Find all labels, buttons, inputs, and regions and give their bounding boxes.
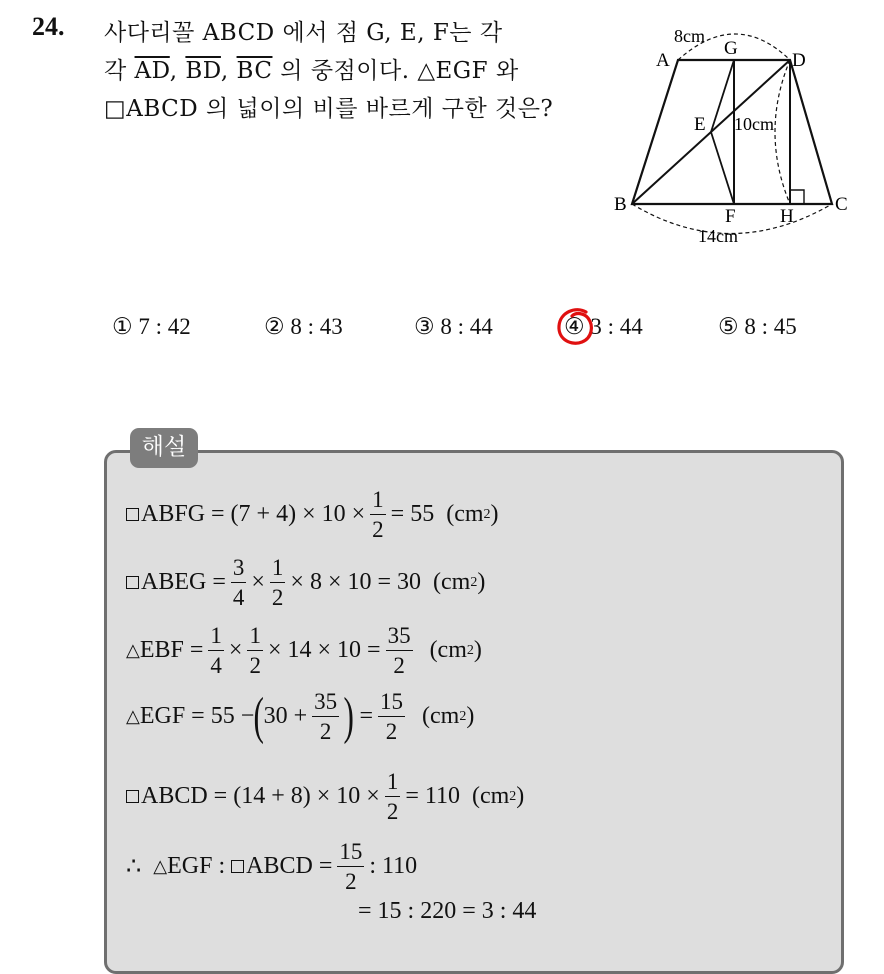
- denominator: 4: [210, 653, 222, 678]
- choice-5[interactable]: [718, 314, 797, 340]
- fraction: [378, 690, 405, 743]
- numerator: 1: [247, 624, 263, 651]
- denominator: 2: [249, 653, 261, 678]
- exponent: 2: [509, 788, 517, 804]
- right-angle-mark: [790, 190, 804, 204]
- eq-text: EGF :: [167, 853, 226, 879]
- exponent: 2: [466, 642, 474, 658]
- paren: ): [477, 569, 486, 595]
- segment-ef: [711, 132, 734, 204]
- eq-text: ABCD = (14 + 8) × 10 ×: [141, 783, 380, 809]
- eq-text: EBF =: [139, 637, 204, 663]
- label-g: G: [724, 38, 738, 59]
- denominator: 2: [372, 517, 384, 542]
- solution-eq-6: [126, 840, 417, 893]
- fraction: [385, 770, 401, 823]
- paren: ): [473, 637, 482, 663]
- fraction: [208, 624, 224, 677]
- solution-eq-2: [126, 556, 485, 609]
- eq-text: ABEG =: [141, 569, 226, 595]
- eq-text: =: [359, 703, 374, 729]
- numerator: 35: [312, 690, 339, 717]
- fraction: [247, 624, 263, 677]
- choice-number: ③: [414, 314, 435, 339]
- eq-text: = 55: [390, 501, 435, 527]
- eq-text: × 14 × 10 =: [267, 637, 381, 663]
- unit: (cm: [471, 783, 510, 809]
- fraction: [312, 690, 339, 743]
- solution-eq-1: [126, 488, 499, 541]
- choice-number: ②: [264, 314, 285, 339]
- numerator: 1: [208, 624, 224, 651]
- numerator: 1: [385, 770, 401, 797]
- choice-text: 7 : 42: [138, 314, 191, 339]
- fraction: [386, 624, 413, 677]
- fraction: [370, 488, 386, 541]
- paren: ): [490, 501, 499, 527]
- question-line-1: 사다리꼴 ABCD 에서 점 G, E, F는 각: [104, 20, 503, 46]
- solution-eq-4: [126, 687, 475, 745]
- question-line-2: 각 $\overline{AD}$, $\overline{BD}$, $\overline{BC}$ 의 중점이다. △EGF 와: [104, 58, 519, 84]
- label-f: F: [725, 206, 736, 227]
- eq-text: : 110: [369, 853, 418, 879]
- square-symbol: [231, 860, 244, 873]
- label-e: E: [694, 114, 706, 135]
- unit: (cm: [446, 501, 484, 527]
- exponent: 2: [470, 574, 478, 590]
- numerator: 35: [386, 624, 413, 651]
- choice-text: 8 : 45: [744, 314, 797, 339]
- eq-text: ABCD =: [246, 853, 333, 879]
- fraction: [231, 556, 247, 609]
- label-h: H: [780, 206, 794, 227]
- numerator: 1: [270, 556, 286, 583]
- eq-text: EGF = 55 −: [139, 703, 255, 729]
- segment-bc: $\overline{BC}$: [236, 58, 273, 84]
- solution-eq-7: = 15 : 220 = 3 : 44: [358, 898, 537, 924]
- question-line-2-prefix: 각: [104, 58, 135, 84]
- trapezoid-abcd: [632, 60, 832, 204]
- question-line-2-suffix: 의 중점이다. △EGF 와: [280, 58, 519, 84]
- square-symbol: [126, 790, 139, 803]
- eq-text: = 110: [405, 783, 460, 809]
- square-symbol: [126, 576, 139, 589]
- solution-tab: 해설: [130, 428, 198, 468]
- segment-ad: $\overline{AD}$: [134, 58, 170, 84]
- big-paren-close: ): [343, 687, 355, 745]
- label-8cm: 8cm: [674, 26, 705, 46]
- eq-text: ABFG = (7 + 4) × 10 ×: [141, 501, 366, 527]
- choice-1[interactable]: [112, 314, 191, 340]
- eq-text: 30 +: [263, 703, 308, 729]
- denominator: 2: [345, 869, 357, 894]
- triangle-symbol: △: [126, 640, 140, 660]
- paren: ): [516, 783, 525, 809]
- trapezoid-diagram: [606, 18, 856, 248]
- therefore-symbol: ∴: [126, 854, 142, 880]
- denominator: 2: [271, 585, 284, 610]
- square-symbol: [126, 508, 139, 521]
- question-line-3: □ABCD 의 넓이의 비를 바르게 구한 것은?: [104, 96, 554, 122]
- paren: ): [466, 703, 475, 729]
- denominator: 2: [385, 719, 398, 744]
- unit: (cm: [422, 703, 460, 729]
- question-number: 24.: [32, 12, 65, 41]
- label-b: B: [614, 194, 627, 215]
- height-arc: [775, 60, 790, 204]
- fraction: [270, 556, 286, 609]
- denominator: 2: [386, 799, 399, 824]
- label-c: C: [835, 194, 848, 215]
- eq-text: ×: [228, 637, 243, 663]
- numerator: 15: [378, 690, 405, 717]
- numerator: 3: [231, 556, 247, 583]
- choice-3[interactable]: [414, 314, 493, 340]
- eq-text: × 8 × 10 = 30: [290, 569, 422, 595]
- choice-2[interactable]: [264, 314, 343, 340]
- choice-number: ⑤: [718, 314, 739, 339]
- choice-text: 8 : 44: [440, 314, 493, 339]
- exponent: 2: [483, 506, 491, 522]
- unit: (cm: [433, 569, 471, 595]
- fraction: [337, 840, 364, 893]
- big-paren-open: (: [253, 687, 265, 745]
- denominator: 2: [393, 653, 405, 678]
- label-d: D: [792, 50, 806, 71]
- triangle-symbol: △: [153, 856, 168, 876]
- exponent: 2: [459, 708, 467, 724]
- label-a: A: [656, 50, 670, 71]
- triangle-symbol: △: [126, 706, 140, 726]
- choice-number: ④: [564, 314, 585, 339]
- label-10cm: 10cm: [734, 114, 774, 134]
- segment-bd: $\overline{BD}$: [185, 58, 221, 84]
- answer-circle-mark: [556, 306, 596, 348]
- label-14cm: 14cm: [698, 226, 738, 246]
- denominator: 2: [319, 719, 332, 744]
- numerator: 15: [337, 840, 364, 867]
- numerator: 1: [370, 488, 386, 515]
- denominator: 4: [232, 585, 245, 610]
- unit: (cm: [429, 637, 467, 663]
- solution-eq-5: [126, 770, 524, 823]
- eq-text: ×: [251, 569, 265, 595]
- choice-text: 8 : 43: [290, 314, 343, 339]
- solution-eq-3: [126, 624, 482, 677]
- choice-number: ①: [112, 314, 133, 339]
- choice-text: 3 : 44: [590, 314, 643, 339]
